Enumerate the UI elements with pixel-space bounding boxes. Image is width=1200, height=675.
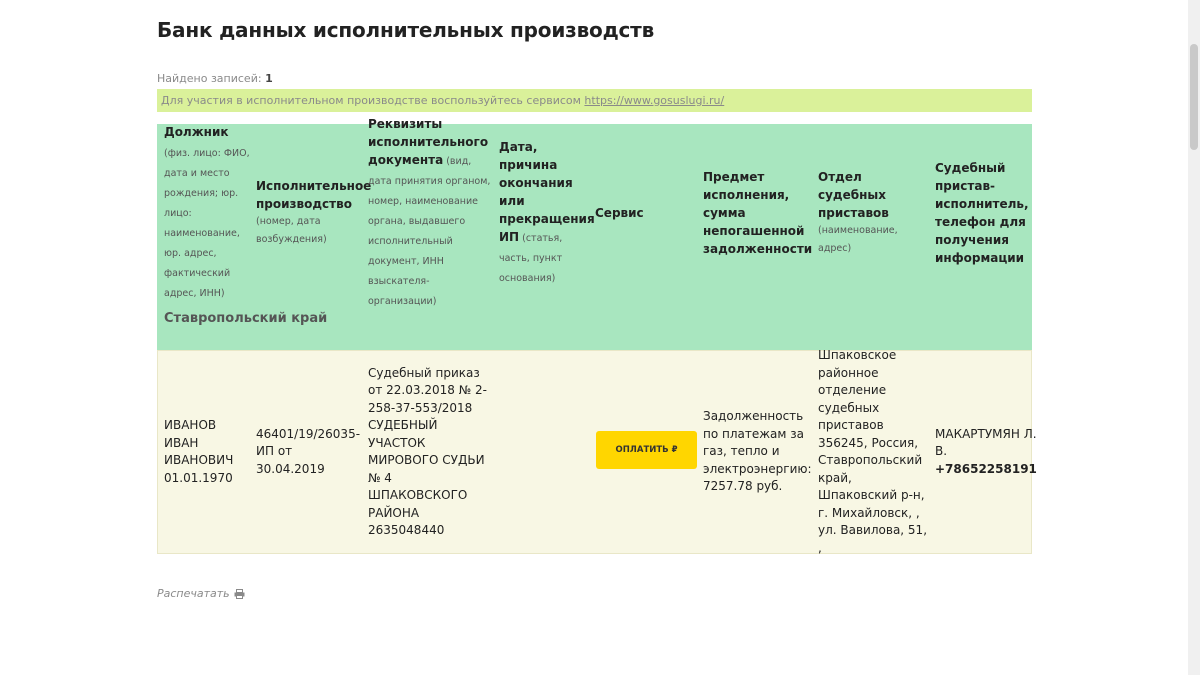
print-label: Распечатать [157,587,230,600]
info-text: Для участия в исполнительном производстве воспользуйтесь сервисом [161,94,581,107]
column-header-end-reason: Дата, причина окончания или прекращения ИП (статья, часть, пункт основания) [499,140,595,284]
gosuslugi-info-bar [157,89,1032,112]
bailiff-phone: +78652258191 [935,461,1037,476]
document-cell: Судебный приказ от 22.03.2018 № 2-258-37-553/2018 СУДЕБНЫЙ УЧАСТОК МИРОВОГО СУДЬИ № 4 ШПАКОВСКОГО РАЙОНА 2635048440 [368,365,487,537]
column-header-service: Сервис [595,206,644,220]
bailiff-cell [935,351,1037,553]
column-header-department: Отдел судебных приставов (наименование, адрес) [818,170,898,254]
print-link[interactable] [157,587,245,600]
column-header-proceeding: Исполнительное производство (номер, дата возбуждения) [256,179,372,245]
bailiff-name: МАКАРТУМЯН Л. В. [935,426,1037,459]
pay-button[interactable]: ОПЛАТИТЬ ₽ [596,431,697,469]
records-found-count: 1 [265,72,273,85]
gosuslugi-link[interactable]: https://www.gosuslugi.ru/ [584,94,725,107]
column-header-bailiff: Судебный пристав-исполнитель, телефон для получения информации [935,161,1029,265]
table-header [157,117,1032,350]
printer-icon [234,589,245,599]
department-cell: Шпаковское районное отделение судебных приставов 356245, Россия, Ставропольский край, Шпаковский р-н, г. Михайловск, , ул. Вавилова, 51, , [818,348,928,555]
debtor-cell: ИВАНОВ ИВАН ИВАНОВИЧ 01.01.1970 [164,418,234,485]
records-found [157,72,273,85]
region-title: Ставропольский край [164,311,328,326]
proceeding-cell: 46401/19/26035-ИП от 30.04.2019 [256,426,361,476]
page-title: Банк данных исполнительных производств [157,18,655,42]
column-header-subject: Предмет исполнения, сумма непогашенной задолженности [703,170,813,256]
scrollbar-thumb[interactable] [1190,44,1198,150]
end-reason-cell [499,351,591,553]
subject-cell: Задолженность по платежам за газ, тепло и электроэнергию: 7257.78 руб. [703,409,812,494]
vertical-scrollbar[interactable] [1188,0,1200,675]
column-header-document: Реквизиты исполнительного документа (вид, дата принятия органом, номер, наименование органа, выдавшего исполнительный документ, ИНН взыскателя-организации) [368,117,491,307]
column-header-debtor: Должник (физ. лицо: ФИО, дата и место рождения; юр. лицо: наименование, юр. адрес, фактический адрес, ИНН) [164,125,250,299]
table-row [157,348,1037,555]
records-found-label: Найдено записей: [157,72,262,85]
